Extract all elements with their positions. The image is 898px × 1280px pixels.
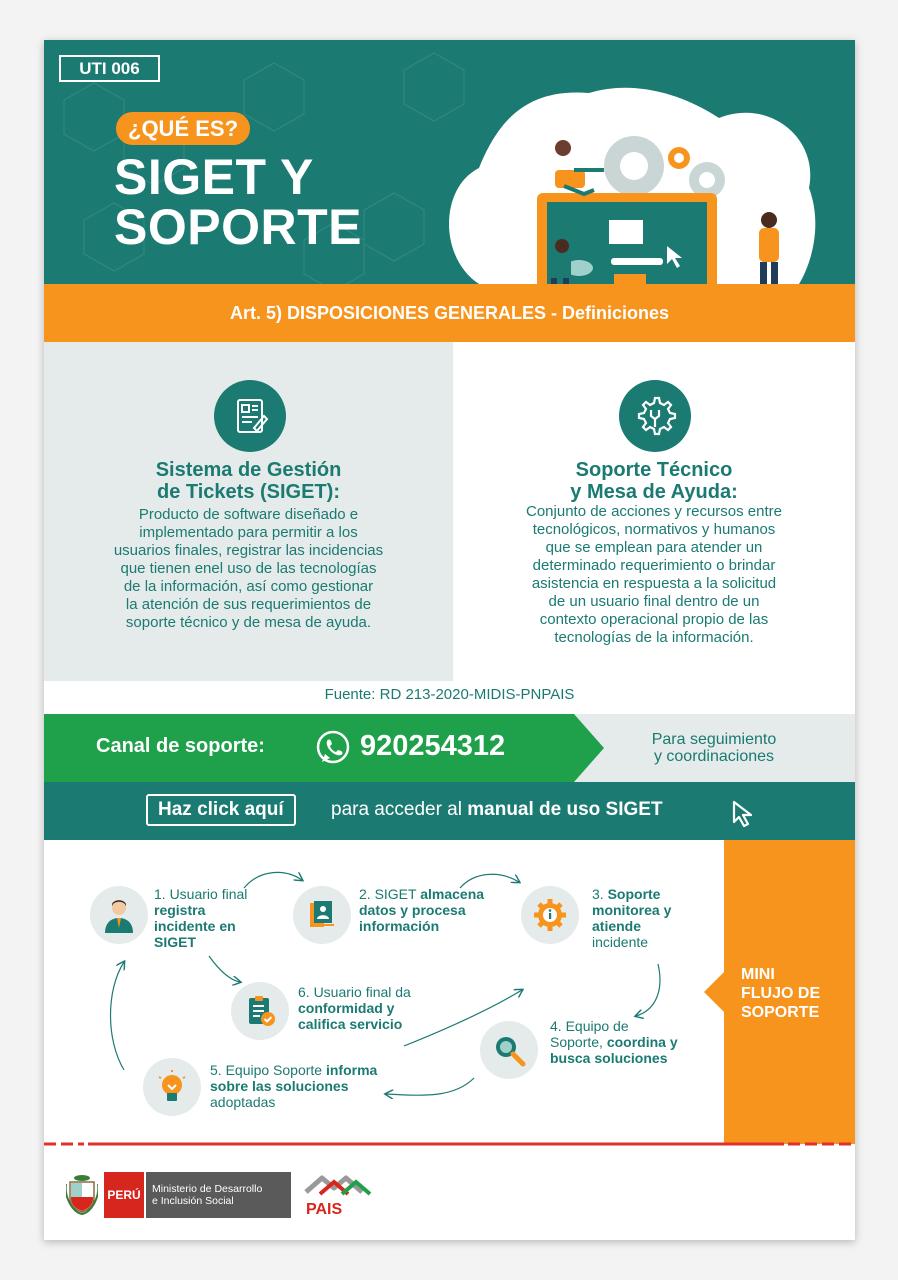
document-form-icon: [214, 380, 286, 452]
orange-gear-icon: [668, 147, 690, 169]
definition-soporte: [453, 342, 855, 681]
gear-wrench-icon: [619, 380, 691, 452]
people-computer-illustration: [439, 78, 819, 284]
uti-tag: UTI 006: [59, 55, 160, 82]
support-phone-number[interactable]: 920254312: [360, 730, 506, 762]
flow-step-6: 6. Usuario final da conformidad y califica servicio: [298, 984, 411, 1032]
mini-flow-section: [44, 840, 855, 1144]
support-channel-label: Canal de soporte:: [96, 735, 265, 757]
support-channel-note: Para seguimiento y coordinaciones: [651, 731, 777, 765]
title-line-2: SOPORTE: [114, 199, 362, 255]
header: [44, 40, 855, 284]
pais-program-logo: [302, 1168, 382, 1220]
database-icon: [293, 886, 351, 944]
whatsapp-icon[interactable]: [314, 729, 352, 767]
support-channel-bar: [44, 714, 855, 782]
source-note: Fuente: RD 213-2020-MIDIS-PNPAIS: [324, 686, 575, 703]
article-band: Art. 5) DISPOSICIONES GENERALES - Definiciones: [44, 284, 855, 342]
question-badge: ¿QUÉ ES?: [116, 112, 250, 145]
manual-bar: [44, 782, 855, 840]
definition-title: Soporte Técnico y Mesa de Ayuda:: [570, 459, 738, 503]
lightbulb-icon: [143, 1058, 201, 1116]
ministry-logo: Ministerio de Desarrollo e Inclusión Social: [146, 1172, 291, 1218]
gear-info-icon: [521, 886, 579, 944]
definition-body: Producto de software diseñado e implementado para permitir a los usuarios finales, registrar las incidencias que tienen enel uso de las tecnologías de la información, así como gestionar la atención de sus requerimientos de soporte técnico y de mesa de ayuda.: [113, 506, 384, 631]
flow-step-2: 2. SIGET almacena datos y procesa información: [359, 886, 485, 934]
definition-body: Conjunto de acciones y recursos entre tecnológicos, normativos y humanos que se emplean para atender un determinado requerimiento o brindar asistencia en respuesta a la solicitud de un usuario final dentro de un contexto operacional propio de las tecnologías de la información.: [526, 503, 782, 646]
title-line-1: SIGET Y: [114, 149, 314, 205]
flow-step-1: 1. Usuario final registra incidente en SIGET: [154, 886, 248, 950]
user-icon: [90, 886, 148, 944]
coat-of-arms-icon: [66, 1174, 98, 1216]
flow-step-5: 5. Equipo Soporte informa sobre las soluciones adoptadas: [210, 1062, 378, 1110]
peru-logo: PERÚ: [104, 1172, 144, 1218]
magnifier-icon: [480, 1021, 538, 1079]
footer-divider: [44, 1142, 855, 1146]
flow-step-3: 3. Soporte monitorea y atiende incidente: [592, 886, 672, 950]
cursor-click-icon: [728, 798, 756, 828]
flow-title-pointer: [704, 970, 726, 1014]
clipboard-check-icon: [231, 982, 289, 1040]
manual-link-text[interactable]: para acceder al manual de uso SIGET: [331, 799, 663, 820]
page-title: [114, 149, 362, 255]
flow-title: MINI FLUJO DE SOPORTE: [741, 966, 821, 1021]
definition-title: Sistema de Gestión de Tickets (SIGET):: [155, 459, 342, 503]
infographic-page: [44, 40, 855, 1240]
manual-link-button[interactable]: Haz click aquí: [146, 794, 296, 826]
pais-logo-text: PAIS: [306, 1201, 343, 1218]
footer: [44, 1150, 855, 1240]
definition-siget: [44, 342, 453, 681]
flow-step-4: 4. Equipo de Soporte, coordina y busca soluciones: [550, 1018, 678, 1066]
